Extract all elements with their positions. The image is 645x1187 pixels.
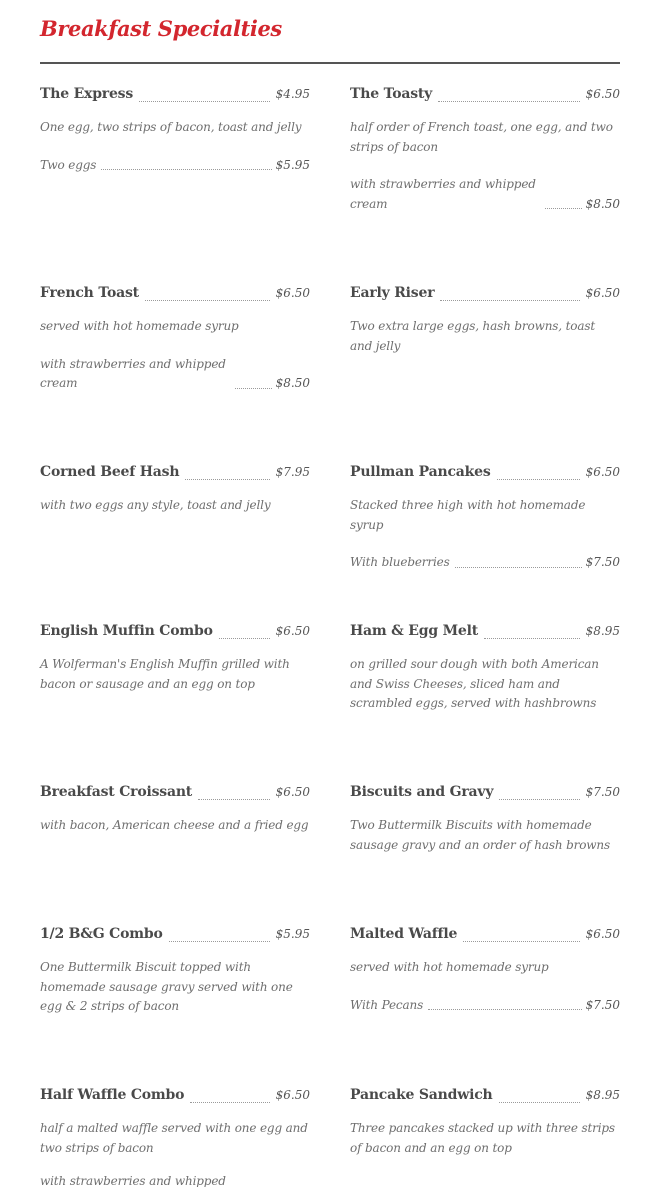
item-price: $6.50 (585, 87, 620, 101)
item-description: Stacked three high with hot homemade syrup (350, 498, 586, 532)
option-label: with strawberries and whipped cream (40, 356, 226, 390)
option-price: $7.50 (585, 997, 620, 1012)
item-price: $6.50 (585, 927, 620, 941)
item-name: Corned Beef Hash (40, 464, 180, 480)
item-option (350, 996, 620, 1016)
dot-leader (438, 101, 580, 102)
dot-leader (545, 208, 582, 209)
item-description: half order of French toast, one egg, and two strips of bacon (350, 120, 613, 154)
menu-item-malted-waffle (350, 926, 620, 1015)
item-name: Pullman Pancakes (350, 464, 491, 480)
menu-item-pullman-pancakes (350, 464, 620, 573)
item-price: $7.95 (275, 465, 310, 479)
item-price: $4.95 (275, 87, 310, 101)
item-option (40, 156, 310, 176)
item-name: Half Waffle Combo (40, 1087, 185, 1103)
item-name: 1/2 B&G Combo (40, 926, 163, 942)
option-label: With blueberries (350, 555, 450, 569)
item-name: Pancake Sandwich (350, 1087, 493, 1103)
menu-item-early-riser (350, 285, 620, 356)
menu-item-half-waffle-combo (40, 1087, 310, 1187)
menu-heading: Breakfast Specialties (40, 16, 282, 41)
dot-leader (235, 388, 272, 389)
menu-item-french-toast (40, 285, 310, 394)
item-description: Two Buttermilk Biscuits with homemade sausage gravy and an order of hash browns (350, 818, 610, 852)
option-price: $5.95 (275, 157, 310, 172)
item-name: Breakfast Croissant (40, 784, 193, 800)
item-name: Malted Waffle (350, 926, 458, 942)
menu-item-english-muffin-combo (40, 623, 310, 694)
item-description: with bacon, American cheese and a fried egg (40, 818, 309, 832)
item-name: Biscuits and Gravy (350, 784, 494, 800)
item-option (350, 175, 620, 214)
dot-leader (497, 479, 580, 480)
option-price: $8.50 (275, 376, 310, 390)
menu-item-breakfast-croissant (40, 784, 310, 836)
option-price: $7.50 (585, 555, 620, 569)
item-description: A Wolferman's English Muffin grilled with bacon or sausage and an egg on top (40, 657, 290, 691)
dot-leader (499, 799, 579, 800)
option-price: $8.50 (585, 196, 620, 211)
option-label: with strawberries and whipped (40, 1174, 226, 1187)
dot-leader (440, 300, 579, 301)
menu-item-biscuits-and-gravy (350, 784, 620, 855)
dot-leader (145, 300, 270, 301)
heading-divider (40, 62, 620, 64)
menu-item-the-express (40, 86, 310, 175)
dot-leader (198, 799, 270, 800)
item-name: French Toast (40, 285, 139, 301)
option-label: Two eggs (40, 157, 97, 172)
dot-leader (185, 479, 269, 480)
dot-leader (219, 638, 270, 639)
item-price: $8.95 (585, 624, 620, 638)
item-option (350, 553, 620, 573)
item-price: $6.50 (585, 465, 620, 479)
menu-item-the-toasty (350, 86, 620, 214)
item-description: One egg, two strips of bacon, toast and jelly (40, 120, 302, 134)
item-description: served with hot homemade syrup (40, 319, 239, 333)
item-description: half a malted waffle served with one egg and two strips of bacon (40, 1121, 308, 1155)
item-name: English Muffin Combo (40, 623, 213, 639)
item-description: served with hot homemade syrup (350, 960, 549, 974)
item-price: $6.50 (585, 286, 620, 300)
item-price: $6.50 (275, 1088, 310, 1102)
dot-leader (139, 101, 270, 102)
item-price: $6.50 (275, 785, 310, 799)
option-label: with strawberries and whipped cream (350, 177, 536, 211)
item-name: The Toasty (350, 86, 433, 102)
item-description: with two eggs any style, toast and jelly (40, 498, 271, 512)
menu-item-ham-egg-melt (350, 623, 620, 714)
item-name: The Express (40, 86, 134, 102)
item-price: $8.95 (585, 1088, 620, 1102)
dot-leader (455, 567, 582, 568)
item-description: on grilled sour dough with both American and Swiss Cheeses, sliced ham and scrambled eggs, served with hashbrowns (350, 657, 599, 710)
dot-leader (499, 1102, 580, 1103)
menu-item-corned-beef-hash (40, 464, 310, 516)
dot-leader (484, 638, 580, 639)
item-description: Three pancakes stacked up with three strips of bacon and an egg on top (350, 1121, 615, 1155)
item-price: $6.50 (275, 624, 310, 638)
item-name: Early Riser (350, 285, 435, 301)
dot-leader (428, 1009, 582, 1010)
dot-leader (101, 169, 271, 170)
dot-leader (190, 1102, 269, 1103)
item-description: Two extra large eggs, hash browns, toast and jelly (350, 319, 596, 353)
item-option (40, 1172, 310, 1187)
item-price: $6.50 (275, 286, 310, 300)
dot-leader (463, 941, 579, 942)
item-price: $7.50 (585, 785, 620, 799)
item-option (40, 355, 310, 394)
menu-item-half-bg-combo (40, 926, 310, 1017)
dot-leader (169, 941, 270, 942)
option-label: With Pecans (350, 997, 424, 1012)
item-name: Ham & Egg Melt (350, 623, 479, 639)
menu-item-pancake-sandwich (350, 1087, 620, 1158)
item-description: One Buttermilk Biscuit topped with homemade sausage gravy served with one egg & 2 strips of bacon (40, 960, 293, 1013)
item-price: $5.95 (275, 927, 310, 941)
